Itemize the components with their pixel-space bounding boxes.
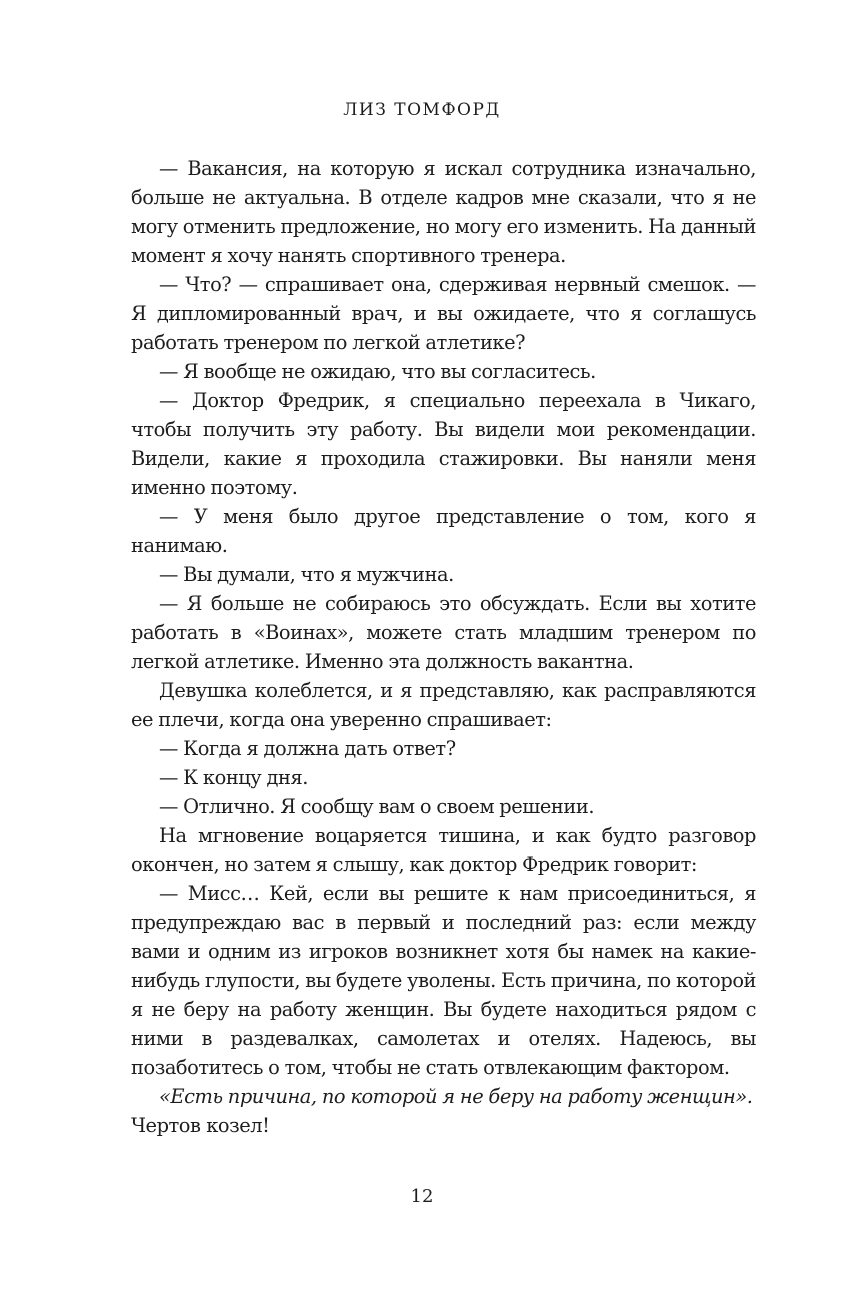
paragraph: — К концу дня. <box>159 766 308 789</box>
paragraph: — Мисс… Кей, если вы решите к нам присоединиться, я предупреждаю вас в первый и последний раз: если между вами и одним из игроков возникнет хотя бы намек на какие-нибудь глупости, вы будете уволены. Есть причина, по которой я не беру на работу женщин. Вы будете находиться рядом с ними в раздевалках, самолетах и отелях. Надеюсь, вы позаботитесь о том, чтобы не стать отвлекающим фактором. <box>131 882 757 1079</box>
closing-line: Чертов козел! <box>131 1114 270 1137</box>
paragraph: — Я вообще не ожидаю, что вы согласитесь. <box>159 360 596 383</box>
paragraph: — Вы думали, что я мужчина. <box>159 563 454 586</box>
paragraph: — Вакансия, на которую я искал сотрудника изначально, больше не актуальна. В отделе кадров мне сказали, что я не могу отменить предложение, но могу его изменить. На данный момент я хочу нанять спортивного тренера. <box>131 157 756 267</box>
running-title: ЛИЗ ТОМФОРД <box>343 100 501 120</box>
paragraph: Девушка колеблется, и я представляю, как расправляются ее плечи, когда она уверенно спрашивает: <box>131 679 756 731</box>
paragraph: — Я больше не собираюсь это обсуждать. Если вы хотите работать в «Воинах», можете стать младшим тренером по легкой атлетике. Именно эта должность вакантна. <box>131 592 756 673</box>
italic-quote: «Есть причина, по которой я не беру на работу женщин». <box>159 1085 753 1108</box>
paragraph: — Что? — спрашивает она, сдерживая нервный смешок. — Я дипломированный врач, и вы ожидаете, что я соглашусь работать тренером по легкой атлетике? <box>131 273 756 354</box>
body-text <box>131 154 756 1140</box>
page-number: 12 <box>410 1186 434 1207</box>
paragraph: — Когда я должна дать ответ? <box>159 737 456 760</box>
paragraph: На мгновение воцаряется тишина, и как будто разговор окончен, но затем я слышу, как доктор Фредрик говорит: <box>131 824 756 876</box>
paragraph: — Отлично. Я сообщу вам о своем решении. <box>159 795 595 818</box>
paragraph: — Доктор Фредрик, я специально переехала в Чикаго, чтобы получить эту работу. Вы видели мои рекомендации. Видели, какие я проходила стажировки. Вы наняли меня именно поэтому. <box>131 389 756 499</box>
paragraph: — У меня было другое представление о том, кого я нанимаю. <box>131 505 756 557</box>
closing-paragraph <box>131 1082 756 1140</box>
